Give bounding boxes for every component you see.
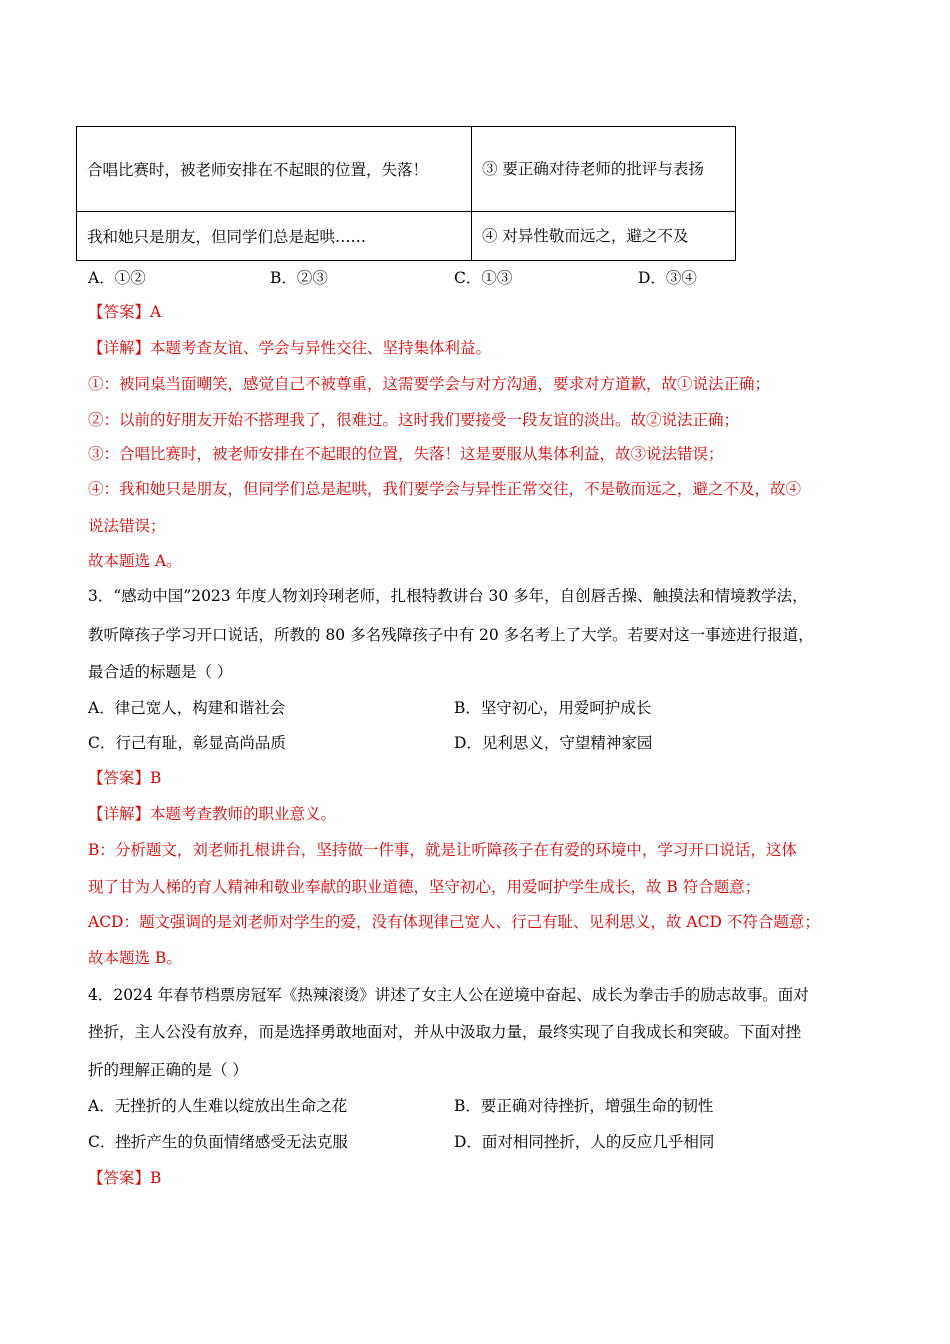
q3-option-a: A．律己宽人，构建和谐社会	[88, 699, 286, 717]
q4-answer: 【答案】B	[88, 1169, 162, 1187]
q3-option-b: B．坚守初心，用爱呵护成长	[454, 699, 652, 717]
q2-option-a: A．①②	[88, 269, 146, 287]
q2-detail-line: 【详解】本题考查友谊、学会与异性交往、坚持集体利益。	[88, 339, 492, 357]
q3-detail-line: 故本题选 B。	[88, 949, 182, 967]
q2-option-c: C．①③	[454, 269, 513, 287]
q4-option-a: A．无挫折的人生难以绽放出生命之花	[88, 1097, 348, 1115]
q3-answer: 【答案】B	[88, 769, 162, 787]
q2-detail-line: ③：合唱比赛时，被老师安排在不起眼的位置，失落！这是要服从集体利益，故③说法错误；	[88, 445, 724, 463]
q2-option-b: B．②③	[270, 269, 328, 287]
q4-option-b: B．要正确对待挫折，增强生命的韧性	[454, 1097, 714, 1115]
q3-detail-line: 现了甘为人梯的育人精神和敬业奉献的职业道德，坚守初心，用爱呵护学生成长，故 B 符合题意；	[88, 878, 761, 896]
q2-detail-line: ②：以前的好朋友开始不搭理我了，很难过。这时我们要接受一段友谊的淡出。故②说法正确；	[88, 411, 740, 429]
q3-option-c: C．行己有耻，彰显高尚品质	[88, 734, 286, 752]
question-table	[76, 126, 736, 261]
q3-stem-line: 最合适的标题是（ ）	[88, 663, 233, 681]
q2-answer: 【答案】A	[88, 303, 162, 321]
table-cell-left: 我和她只是朋友，但同学们总是起哄……	[77, 212, 472, 261]
q3-option-d: D．见利思义，守望精神家园	[454, 734, 653, 752]
q4-stem-line: 4．2024 年春节档票房冠军《热辣滚烫》讲述了女主人公在逆境中奋起、成长为拳击手的励志故事。面对	[88, 986, 809, 1004]
table-cell-right: ④ 对异性敬而远之，避之不及	[472, 212, 736, 261]
q3-detail-line: B：分析题文，刘老师扎根讲台，坚持做一件事，就是让听障孩子在有爱的环境中，学习开口说话，这体	[88, 841, 797, 859]
q3-detail-line: ACD：题文强调的是刘老师对学生的爱，没有体现律己宽人、行己有耻、见利思义，故 ACD 不符合题意；	[88, 913, 820, 931]
q4-option-c: C．挫折产生的负面情绪感受无法克服	[88, 1133, 348, 1151]
q4-stem-line: 折的理解正确的是（ ）	[88, 1061, 248, 1079]
q4-option-d: D．面对相同挫折，人的反应几乎相同	[454, 1133, 715, 1151]
q3-stem-line: 教听障孩子学习开口说话，所教的 80 多名残障孩子中有 20 多名考上了大学。若要对这一事迹进行报道，	[88, 626, 814, 644]
table-row	[77, 212, 736, 261]
q3-detail-line: 【详解】本题考查教师的职业意义。	[88, 805, 337, 823]
q2-detail-line: 故本题选 A。	[88, 552, 182, 570]
table-cell-right: ③ 要正确对待老师的批评与表扬	[472, 127, 736, 212]
q2-option-d: D．③④	[638, 269, 697, 287]
q2-detail-line: ①：被同桌当面嘲笑，感觉自己不被尊重，这需要学会与对方沟通，要求对方道歉，故①说法正确；	[88, 375, 771, 393]
q2-detail-line: 说法错误；	[88, 517, 166, 535]
table-cell-left: 合唱比赛时，被老师安排在不起眼的位置，失落！	[77, 127, 472, 212]
q3-stem-line: 3．“感动中国”2023 年度人物刘玲琍老师，扎根特教讲台 30 多年，自创唇舌操、触摸法和情境教学法，	[88, 587, 808, 605]
q4-stem-line: 挫折，主人公没有放弃，而是选择勇敢地面对，并从中汲取力量，最终实现了自我成长和突破。下面对挫	[88, 1023, 802, 1041]
q2-detail-line: ④：我和她只是朋友，但同学们总是起哄，我们要学会与异性正常交往，不是敬而远之，避之不及，故④	[88, 480, 802, 498]
table-row	[77, 127, 736, 212]
